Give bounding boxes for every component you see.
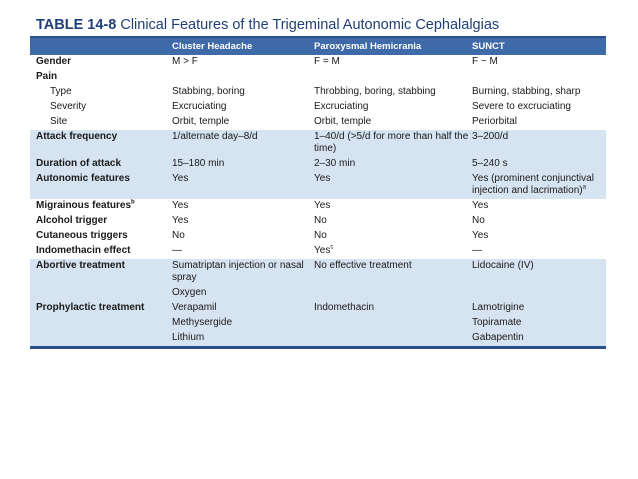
table-row: [30, 214, 606, 229]
cell-cluster: Yes: [172, 215, 189, 226]
table-number: TABLE 14-8: [36, 17, 117, 33]
cell-paroxysmal: [314, 70, 472, 85]
table-row: [30, 286, 606, 301]
header-cluster: Cluster Headache: [172, 38, 314, 55]
table-title: [30, 14, 606, 36]
table-row: [30, 172, 606, 199]
cell-sunct: 3–200/d: [472, 130, 606, 157]
row-label: [30, 331, 172, 346]
cell-cluster: Stabbing, boring: [172, 86, 245, 97]
cell-cluster: No: [172, 230, 185, 241]
cell-cluster: —: [172, 245, 182, 256]
row-label: Alcohol trigger: [36, 215, 108, 226]
header-row: [30, 38, 606, 55]
table-row: [30, 115, 606, 130]
row-label: Prophylactic treatment: [30, 301, 172, 316]
row-label: [30, 199, 172, 214]
cell-sunct: Lidocaine (IV): [472, 259, 606, 286]
cell-paroxysmal: 2–30 min: [314, 157, 472, 172]
cell-sunct: Severe to excruciating: [472, 101, 571, 112]
cell-paroxysmal: F = M: [314, 56, 340, 67]
row-label-text: Migrainous features: [36, 200, 132, 211]
row-label: Site: [50, 116, 68, 127]
cell-sunct: 5–240 s: [472, 157, 606, 172]
table-row: [30, 85, 606, 100]
table-row: [30, 259, 606, 286]
cell-sunct: [472, 172, 606, 199]
cell-paroxysmal: [314, 331, 472, 346]
footnote-marker: a: [582, 184, 586, 191]
cell-paroxysmal: Yes: [314, 200, 331, 211]
cell-sunct: Gabapentin: [472, 331, 606, 346]
cell-paroxysmal: Throbbing, boring, stabbing: [314, 86, 436, 97]
cell-cluster: M > F: [172, 56, 198, 67]
table-row: [30, 100, 606, 115]
row-label: Autonomic features: [30, 172, 172, 199]
table-figure: [30, 14, 606, 349]
cell-paroxysmal: Yes: [314, 172, 472, 199]
cell-sunct: [472, 286, 606, 301]
cell-sunct: No: [472, 215, 485, 226]
table-row: [30, 229, 606, 244]
cell-cluster: 15–180 min: [172, 157, 314, 172]
cell-cluster: Verapamil: [172, 301, 314, 316]
row-label: Attack frequency: [30, 130, 172, 157]
cell-paroxysmal: [314, 316, 472, 331]
cell-paroxysmal: No effective treatment: [314, 259, 472, 286]
table-row: [30, 130, 606, 157]
cell-cluster: 1/alternate day–8/d: [172, 130, 314, 157]
table-row: [30, 157, 606, 172]
table-row: [30, 316, 606, 331]
cell-sunct: F ~ M: [472, 56, 498, 67]
table-title-text: Clinical Features of the Trigeminal Autonomic Cephalalgias: [120, 17, 500, 33]
row-label: Cutaneous triggers: [36, 230, 128, 241]
row-label: Type: [50, 86, 72, 97]
row-label: [30, 286, 172, 301]
cell-paroxysmal: No: [314, 215, 327, 226]
cell-cluster: Methysergide: [172, 316, 314, 331]
table-row: [30, 70, 606, 85]
cell-paroxysmal: Orbit, temple: [314, 116, 372, 127]
bottom-rule: [30, 346, 606, 349]
cell-sunct: Topiramate: [472, 316, 606, 331]
cell-sunct: Lamotrigine: [472, 301, 606, 316]
cell-sunct: Yes: [472, 230, 489, 241]
cell-cluster: Oxygen: [172, 286, 314, 301]
cell-sunct: [472, 70, 606, 85]
row-label: Gender: [36, 56, 72, 67]
table-row: [30, 301, 606, 316]
row-label: [30, 316, 172, 331]
row-label: Abortive treatment: [30, 259, 172, 286]
cell-paroxysmal-text: Yes: [314, 245, 331, 256]
cell-sunct: Burning, stabbing, sharp: [472, 86, 581, 97]
cell-cluster: Lithium: [172, 331, 314, 346]
cell-cluster: Yes: [172, 172, 314, 199]
cell-cluster: Excruciating: [172, 101, 227, 112]
clinical-features-table: [30, 38, 606, 346]
header-feature: [30, 38, 172, 55]
cell-sunct-text: Yes (prominent conjunctival injection and lacrimation): [472, 173, 594, 196]
table-row: [30, 199, 606, 214]
table-row: [30, 55, 606, 70]
header-paroxysmal: Paroxysmal Hemicrania: [314, 38, 472, 55]
cell-paroxysmal: Excruciating: [314, 101, 369, 112]
cell-cluster: Orbit, temple: [172, 116, 230, 127]
cell-paroxysmal: No: [314, 230, 327, 241]
cell-paroxysmal: Indomethacin: [314, 301, 472, 316]
cell-cluster: Yes: [172, 200, 189, 211]
row-label: Duration of attack: [30, 157, 172, 172]
cell-paroxysmal: 1–40/d (>5/d for more than half the time): [314, 130, 472, 157]
cell-sunct: —: [472, 245, 482, 256]
row-label: Severity: [50, 101, 87, 112]
table-row: [30, 331, 606, 346]
cell-paroxysmal: [314, 286, 472, 301]
cell-sunct: Periorbital: [472, 116, 518, 127]
table-row: [30, 244, 606, 259]
footnote-marker: b: [131, 199, 135, 206]
cell-paroxysmal: [314, 244, 472, 259]
footnote-marker: c: [330, 244, 334, 251]
header-sunct: SUNCT: [472, 38, 606, 55]
cell-cluster: [172, 70, 314, 85]
cell-cluster: Sumatriptan injection or nasal spray: [172, 259, 314, 286]
cell-sunct: Yes: [472, 200, 489, 211]
row-label: Pain: [36, 71, 58, 82]
row-label: Indomethacin effect: [36, 245, 131, 256]
